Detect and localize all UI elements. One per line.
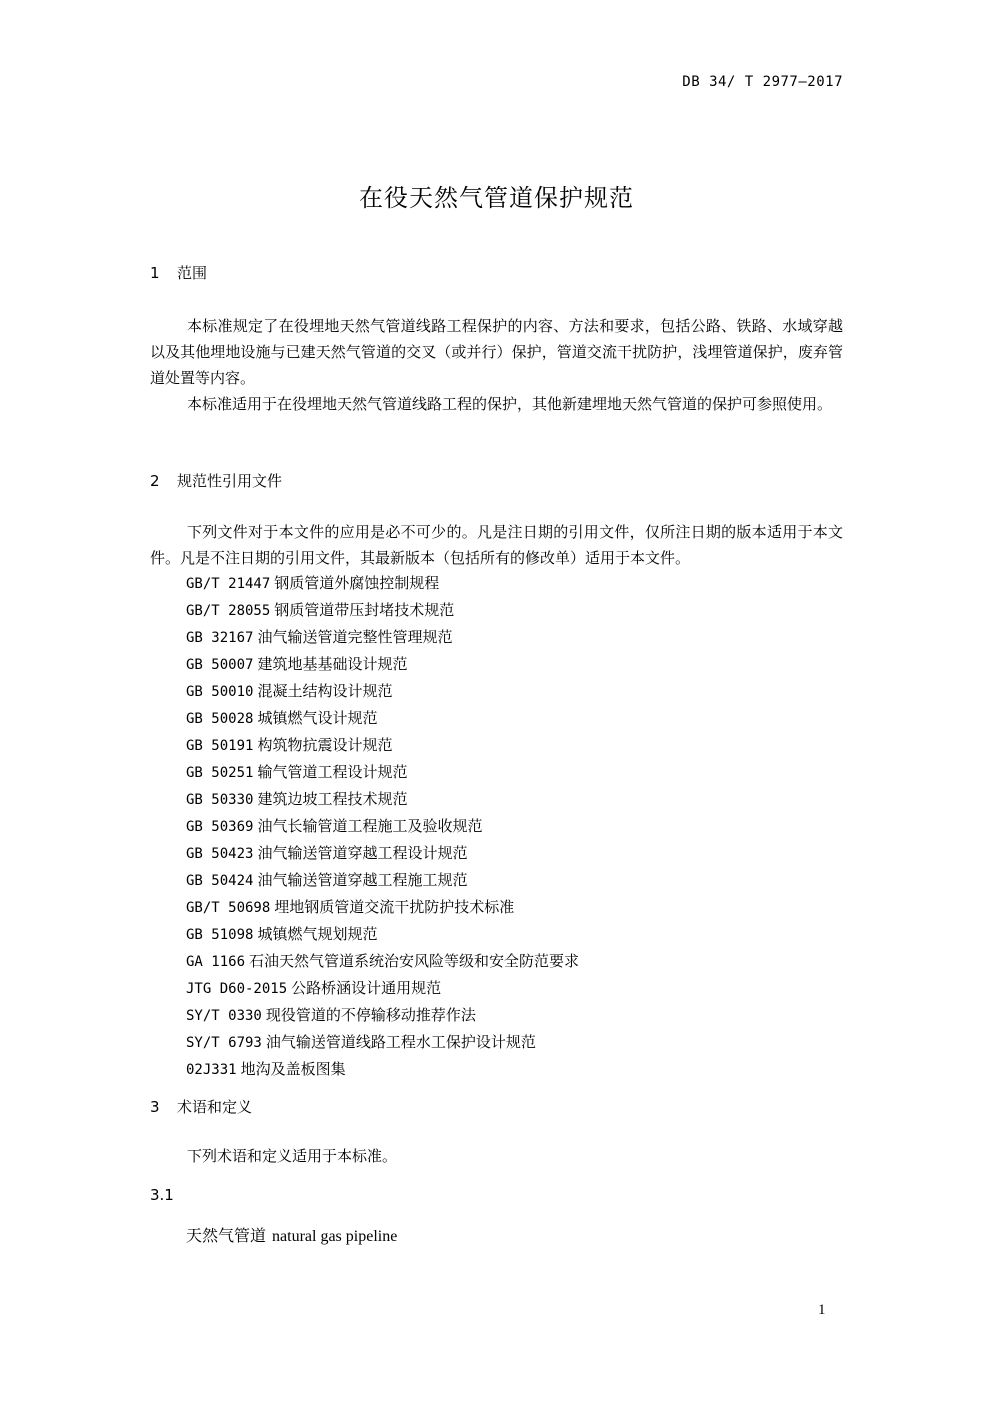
term-chinese: 天然气管道 — [186, 1226, 267, 1245]
reference-item — [186, 705, 579, 732]
reference-item — [186, 894, 579, 921]
reference-item — [186, 813, 579, 840]
standard-code: DB 34/ T 2977—2017 — [682, 74, 843, 90]
reference-item — [186, 597, 579, 624]
reference-title: 输气管道工程设计规范 — [257, 763, 408, 781]
reference-title: 埋地钢质管道交流干扰防护技术标准 — [274, 898, 515, 916]
section-number: 2 — [150, 472, 160, 490]
reference-code: GB 50369 — [186, 819, 254, 835]
page-title: 在役天然气管道保护规范 — [359, 184, 634, 212]
reference-code: GB/T 50698 — [186, 900, 271, 916]
references-intro-paragraph: 下列文件对于本文件的应用是必不可少的。凡是注日期的引用文件，仅所注日期的版本适用于本文件。凡是不注日期的引用文件，其最新版本（包括所有的修改单）适用于本文件。 — [150, 523, 843, 567]
reference-item — [186, 732, 579, 759]
reference-list — [186, 570, 579, 1083]
reference-item — [186, 867, 579, 894]
reference-code: JTG D60-2015 — [186, 981, 288, 997]
reference-code: GB 50028 — [186, 711, 254, 727]
reference-title: 钢质管道外腐蚀控制规程 — [274, 574, 440, 592]
reference-item — [186, 1029, 579, 1056]
reference-item — [186, 786, 579, 813]
reference-title: 石油天然气管道系统治安风险等级和安全防范要求 — [249, 952, 580, 970]
reference-code: GB 50251 — [186, 765, 254, 781]
reference-code: GB 50424 — [186, 873, 254, 889]
reference-item — [186, 759, 579, 786]
reference-code: GA 1166 — [186, 954, 246, 970]
reference-item — [186, 651, 579, 678]
scope-paragraph-2: 本标准适用于在役埋地天然气管道线路工程的保护，其他新建埋地天然气管道的保护可参照使用。 — [187, 395, 833, 413]
reference-title: 公路桥涵设计通用规范 — [291, 979, 442, 997]
reference-code: GB 50191 — [186, 738, 254, 754]
section-title: 术语和定义 — [177, 1098, 253, 1116]
reference-item — [186, 1002, 579, 1029]
section-number: 1 — [150, 264, 160, 282]
reference-title: 油气输送管道穿越工程施工规范 — [257, 871, 468, 889]
term-english: natural gas pipeline — [272, 1228, 398, 1245]
reference-item — [186, 624, 579, 651]
section-heading-scope — [150, 262, 207, 283]
reference-item — [186, 678, 579, 705]
reference-title: 构筑物抗震设计规范 — [257, 736, 393, 754]
reference-code: SY/T 0330 — [186, 1008, 262, 1024]
reference-title: 城镇燃气规划规范 — [257, 925, 378, 943]
reference-title: 地沟及盖板图集 — [240, 1060, 346, 1078]
terms-intro-paragraph: 下列术语和定义适用于本标准。 — [187, 1147, 398, 1165]
reference-code: GB 50010 — [186, 684, 254, 700]
page-number: 1 — [818, 1302, 826, 1318]
reference-title: 油气输送管道线路工程水工保护设计规范 — [265, 1033, 536, 1051]
reference-item — [186, 948, 579, 975]
term-entry — [186, 1223, 397, 1246]
reference-title: 油气长输管道工程施工及验收规范 — [257, 817, 483, 835]
section-title: 规范性引用文件 — [177, 472, 283, 490]
reference-item — [186, 570, 579, 597]
reference-code: GB 32167 — [186, 630, 254, 646]
reference-code: GB 51098 — [186, 927, 254, 943]
clause-number: 3.1 — [150, 1186, 174, 1204]
reference-code: SY/T 6793 — [186, 1035, 262, 1051]
reference-title: 城镇燃气设计规范 — [257, 709, 378, 727]
reference-code: GB/T 28055 — [186, 603, 271, 619]
reference-title: 油气输送管道穿越工程设计规范 — [257, 844, 468, 862]
reference-title: 建筑边坡工程技术规范 — [257, 790, 408, 808]
reference-title: 建筑地基基础设计规范 — [257, 655, 408, 673]
section-heading-normative-references — [150, 470, 282, 491]
scope-paragraph-1: 本标准规定了在役埋地天然气管道线路工程保护的内容、方法和要求，包括公路、铁路、水域穿越以及其他埋地设施与已建天然气管道的交叉（或并行）保护，管道交流干扰防护，浅埋管道保护，废弃管道处置等内容。 — [150, 317, 843, 387]
reference-code: GB 50007 — [186, 657, 254, 673]
reference-item — [186, 1056, 579, 1083]
section-title: 范围 — [177, 264, 208, 282]
section-number: 3 — [150, 1098, 160, 1116]
section-heading-terms-and-definitions — [150, 1096, 252, 1117]
reference-title: 钢质管道带压封堵技术规范 — [274, 601, 455, 619]
reference-item — [186, 840, 579, 867]
reference-item — [186, 921, 579, 948]
reference-title: 油气输送管道完整性管理规范 — [257, 628, 453, 646]
reference-title: 现役管道的不停输移动推荐作法 — [265, 1006, 476, 1024]
reference-code: GB 50423 — [186, 846, 254, 862]
reference-title: 混凝土结构设计规范 — [257, 682, 393, 700]
reference-code: GB/T 21447 — [186, 576, 271, 592]
reference-item — [186, 975, 579, 1002]
reference-code: 02J331 — [186, 1062, 237, 1078]
reference-code: GB 50330 — [186, 792, 254, 808]
